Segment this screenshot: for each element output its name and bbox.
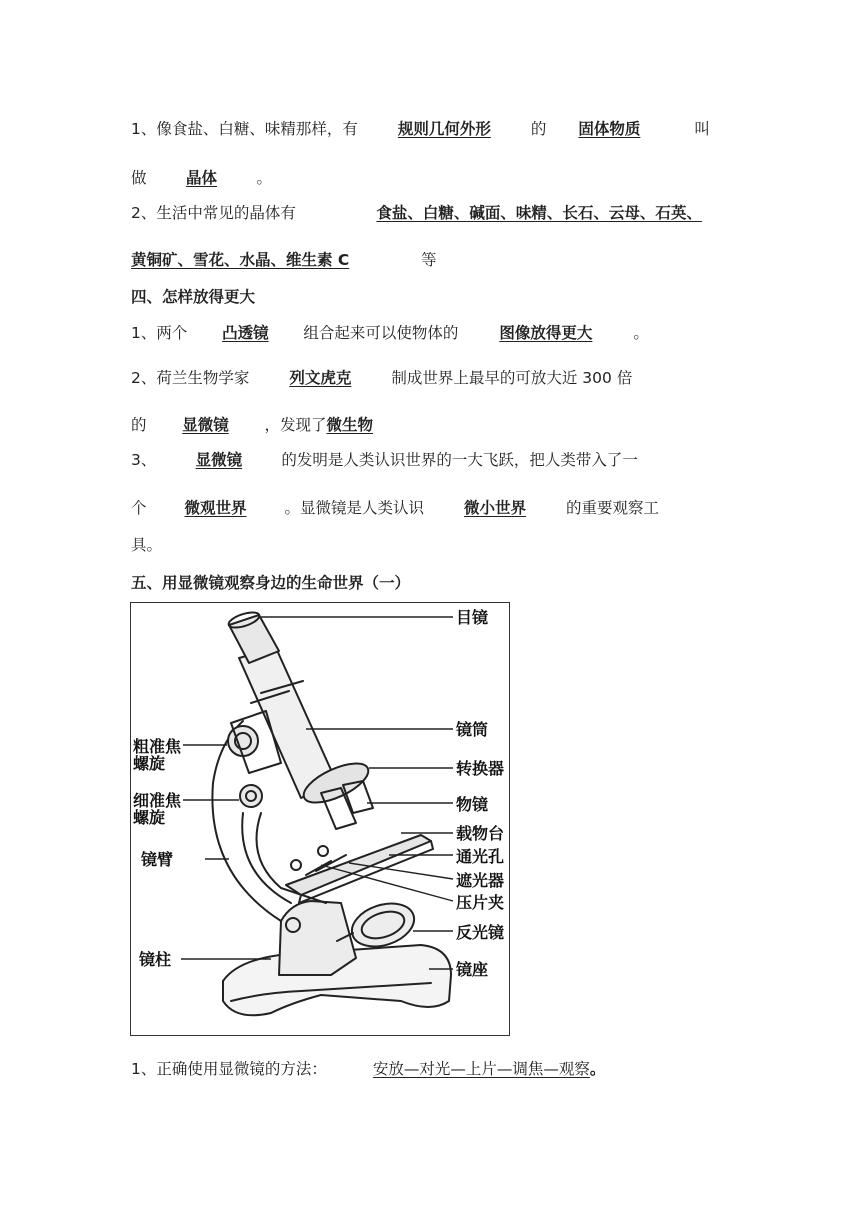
- section4-q3-line1: 3、 显微镜 的发明是人类认识世界的一大飞跃，把人类带入了一: [131, 451, 638, 469]
- label-pillar: 镜柱: [139, 950, 172, 969]
- answer-crystal: 晶体: [186, 169, 218, 187]
- answer-tiny-world: 微小世界: [464, 499, 527, 517]
- section5-q1: 1、正确使用显微镜的方法： 安放—对光—上片—调焦—观察。: [131, 1060, 606, 1078]
- label-diaphragm: 遮光器: [456, 871, 505, 890]
- crystal-q1-line2: 做 晶体 。: [131, 169, 273, 187]
- section4-q2-line1: 2、荷兰生物学家 列文虎克 制成世界上最早的可放大近 300 倍: [131, 369, 633, 387]
- label-aperture: 通光孔: [456, 847, 505, 866]
- crystal-q1-line1: 1、像食盐、白糖、味精那样，有 规则几何外形 的 固体物质 叫: [131, 120, 710, 138]
- section4-q1: 1、两个 凸透镜 组合起来可以使物体的 图像放得更大 。: [131, 324, 649, 342]
- label-clip: 压片夹: [456, 893, 505, 912]
- answer-leeuwenhoek: 列文虎克: [289, 369, 352, 387]
- section4-q3-line3: 具。: [131, 536, 163, 554]
- crystal-q1-text: 像食盐、白糖、味精那样，有: [156, 120, 358, 138]
- label-arm: 镜臂: [141, 850, 174, 869]
- answer-solid-matter: 固体物质: [578, 120, 641, 138]
- section4-q3-line2: 个 微观世界 。显微镜是人类认识 微小世界 的重要观察工: [131, 499, 660, 517]
- answer-crystal-examples-2: 黄铜矿、雪花、水晶、维生素 C: [131, 251, 350, 269]
- label-nosepiece: 转换器: [456, 759, 505, 778]
- label-mirror: 反光镜: [456, 923, 505, 942]
- answer-regular-shape: 规则几何外形: [397, 120, 491, 138]
- answer-magnify-image: 图像放得更大: [499, 324, 593, 342]
- microscope-diagram: [130, 602, 510, 1036]
- answer-microscope-steps: 安放—对光—上片—调焦—观察: [372, 1060, 590, 1078]
- answer-convex-lens: 凸透镜: [222, 324, 269, 342]
- answer-microscope-2: 显微镜: [195, 451, 243, 469]
- microscope-illustration: [131, 603, 509, 1035]
- label-objective: 物镜: [456, 795, 489, 814]
- label-stage: 载物台: [456, 824, 505, 843]
- answer-microorganism: 微生物: [326, 416, 374, 434]
- label-eyepiece: 目镜: [456, 608, 489, 627]
- crystal-q2-line2: 黄铜矿、雪花、水晶、维生素 C 等: [131, 251, 437, 269]
- label-fine-focus-2: 螺旋: [133, 808, 166, 827]
- label-tube: 镜筒: [456, 720, 489, 739]
- label-base: 镜座: [456, 960, 489, 979]
- section4-q2-line2: 的 显微镜 ，发现了微生物: [131, 415, 401, 435]
- answer-microscope: 显微镜: [182, 416, 229, 434]
- answer-crystal-examples-1: 食盐、白糖、碱面、味精、长石、云母、石英、: [376, 204, 702, 222]
- section4-heading: 四、怎样放得更大: [131, 288, 256, 306]
- label-coarse-focus-2: 螺旋: [133, 754, 166, 773]
- section5-heading: 五、用显微镜观察身边的生命世界（一）: [131, 574, 411, 592]
- answer-micro-world: 微观世界: [184, 499, 247, 517]
- label-coarse-focus-1: 粗准焦: [133, 737, 182, 756]
- crystal-q2-line1: 2、生活中常见的晶体有 食盐、白糖、碱面、味精、长石、云母、石英、: [131, 204, 702, 222]
- label-fine-focus-1: 细准焦: [133, 791, 182, 810]
